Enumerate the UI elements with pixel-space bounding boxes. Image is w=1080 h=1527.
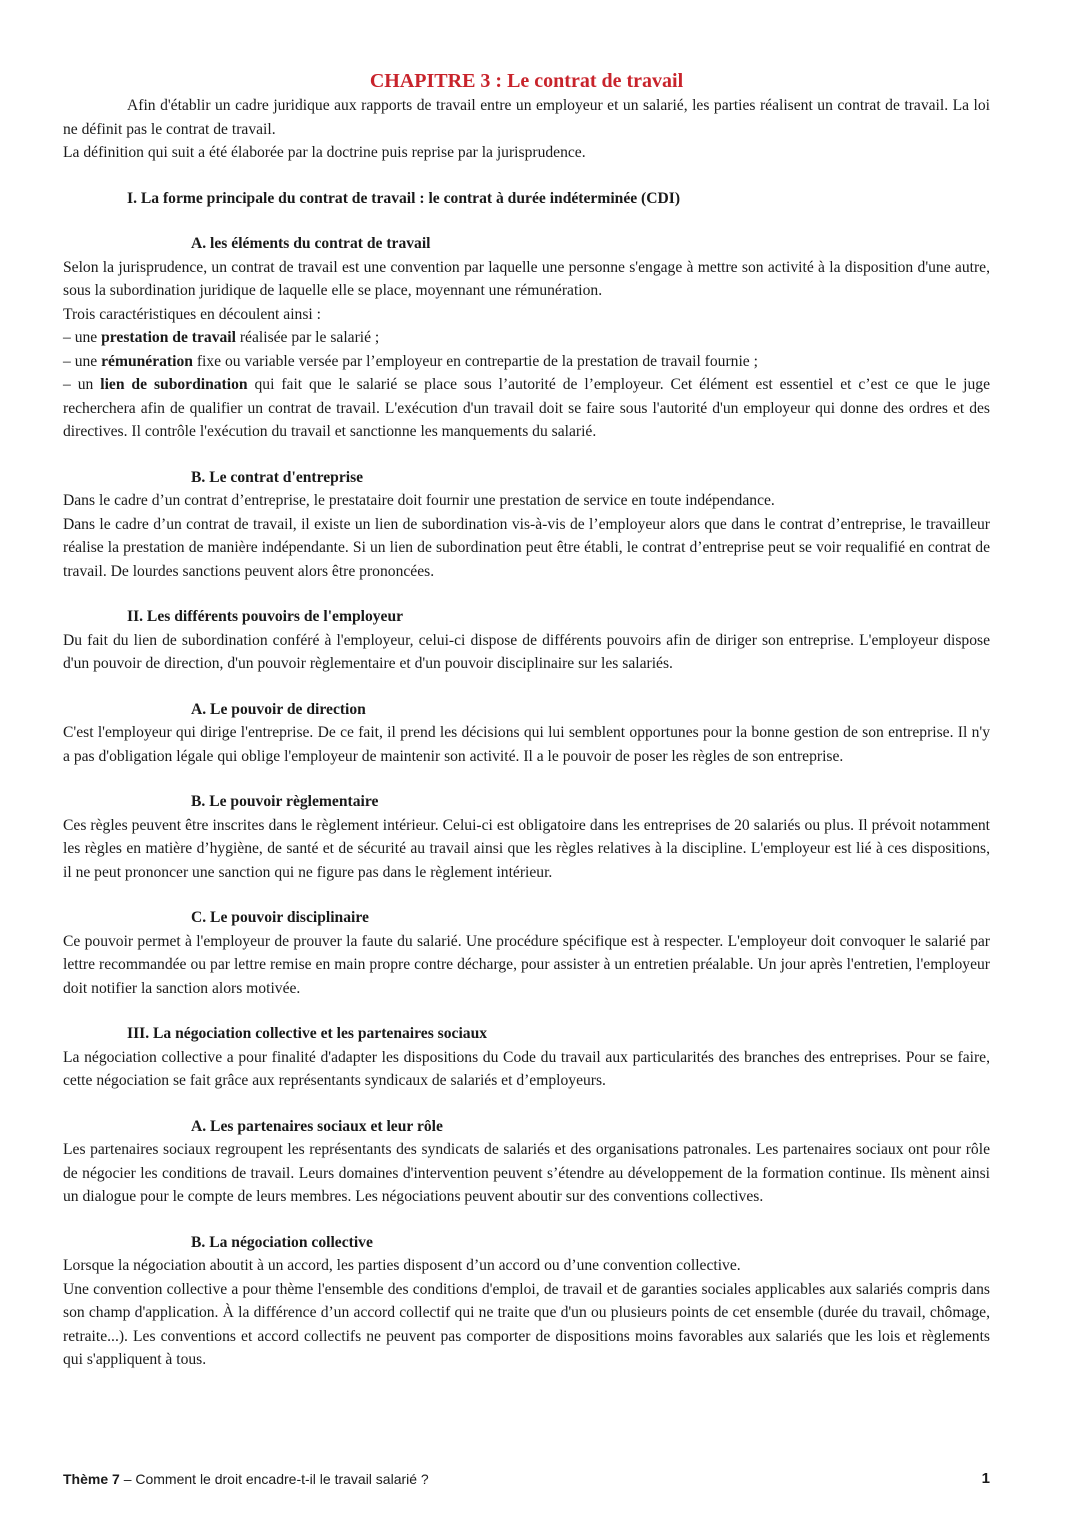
page-footer — [63, 1470, 990, 1488]
intro-paragraph-1: Afin d'établir un cadre juridique aux rapports de travail entre un employeur et un salarié, les parties réalisent un contrat de travail. La loi ne définit pas le contrat de travail. — [63, 97, 990, 138]
section-3b-paragraph-1: Lorsque la négociation aboutit à un accord, les parties disposent d’un accord ou d’une convention collective. — [63, 1257, 741, 1274]
section-1b-paragraph-1: Dans le cadre d’un contrat d’entreprise, le prestataire doit fournir une prestation de service en toute indépendance. — [63, 492, 775, 509]
section-2b-paragraph-1: Ces règles peuvent être inscrites dans le règlement intérieur. Celui-ci est obligatoire dans les entreprises de 20 salariés ou plus. Il prévoit notamment les règles en matière d’hygiène, de santé et de sécurité au travail ainsi que les règles relatives à la discipline. L'employeur est lié à ces dispositions, il ne peut prononcer une sanction qui ne figure pas dans le règlement intérieur. — [63, 816, 990, 881]
page-number: 1 — [981, 1470, 990, 1487]
section-3-heading: III. La négociation collective et les partenaires sociaux — [127, 1025, 488, 1042]
section-3a-heading: A. Les partenaires sociaux et leur rôle — [191, 1117, 443, 1135]
section-1a-paragraph-1: Selon la jurisprudence, un contrat de travail est une convention par laquelle une personne s'engage à mettre son activité à la disposition d'une autre, sous la subordination juridique de laquelle elle se place, moyennant une rémunération. — [63, 258, 990, 299]
section-2-heading: II. Les différents pouvoirs de l'employeur — [127, 608, 404, 625]
document-page — [63, 68, 990, 1372]
section-1a-heading: A. les éléments du contrat de travail — [191, 235, 431, 252]
section-2a-heading: A. Le pouvoir de direction — [191, 700, 366, 718]
section-2b-heading: B. Le pouvoir règlementaire — [191, 793, 379, 810]
section-1a-paragraph-2: Trois caractéristiques en découlent ainsi : — [63, 305, 321, 323]
section-3b-paragraph-2: Une convention collective a pour thème l'ensemble des conditions d'emploi, de travail et de garanties sociales applicables aux salariés compris dans son champ d'application. À la différence d’un accord collectif qui ne traite que d'un ou plusieurs points de cet ensemble (durée du travail, chômage, retraite...). Les conventions et accord collectifs ne peuvent pas comporter de dispositions moins favorables aux salariés que les lois et règlements qui s'appliquent à tous. — [63, 1280, 990, 1368]
section-2a-paragraph-1: C'est l'employeur qui dirige l'entreprise. De ce fait, il prend les décisions qui lui semblent opportunes pour la bonne gestion de son entreprise. Il n'y a pas d'obligation légale qui oblige l'employeur de maintenir son activité. Il a le pouvoir de poser les règles de son entreprise. — [63, 724, 990, 765]
section-3a-paragraph-1: Les partenaires sociaux regroupent les représentants des syndicats de salariés et des organisations patronales. Les partenaires sociaux ont pour rôle de négocier les conditions de travail. Leurs domaines d'intervention peuvent s’étendre au développement de la formation continue. Ils mènent ainsi un dialogue pour le compte de leurs membres. Les négociations peuvent aboutir sur des conventions collectives. — [63, 1141, 990, 1205]
bullet-item: – une prestation de travail réalisée par le salarié ; — [63, 329, 380, 346]
footer-theme-label: Thème 7 — [63, 1471, 120, 1487]
intro-paragraph-2: La définition qui suit a été élaborée par la doctrine puis reprise par la jurisprudence. — [63, 144, 586, 161]
section-1b-paragraph-2: Dans le cadre d’un contrat de travail, il existe un lien de subordination vis-à-vis de l’employeur alors que dans le contrat d’entreprise, le travailleur réalise la prestation de manière indépendante. Si un lien de subordination peut être établi, le contrat d’entreprise peut se voir requalifié en contrat de travail. De lourdes sanctions peuvent alors être prononcées. — [63, 515, 990, 580]
bullet-item: – une rémunération fixe ou variable versée par l’employeur en contrepartie de la prestation de travail fournie ; — [63, 352, 758, 370]
section-2-paragraph-1: Du fait du lien de subordination conféré à l'employeur, celui-ci dispose de différents pouvoirs afin de diriger son entreprise. L'employeur dispose d'un pouvoir de direction, d'un pouvoir règlementaire et d'un pouvoir disciplinaire sur les salariés. — [63, 631, 990, 672]
footer-theme — [63, 1470, 429, 1488]
footer-theme-text: – Comment le droit encadre-t-il le travail salarié ? — [119, 1471, 429, 1487]
section-2c-paragraph-1: Ce pouvoir permet à l'employeur de prouver la faute du salarié. Une procédure spécifique est à respecter. L'employeur doit convoquer le salarié par lettre recommandée ou par lettre remise en main propre contre décharge, pour assister à un entretien préalable. Un jour après l'entretien, l'employeur doit notifier la sanction alors motivée. — [63, 932, 990, 997]
section-3b-heading: B. La négociation collective — [191, 1233, 373, 1251]
bullet-item: – un lien de subordination qui fait que le salarié se place sous l’autorité de l’employeur. Cet élément est essentiel et c’est ce que le juge recherchera afin de qualifier un contrat de travail. L'exécution d'un travail doit se faire sous l'autorité d'un employeur qui donne des ordres et des directives. Il contrôle l'exécution du travail et sanctionne les manquements du salarié. — [63, 376, 991, 440]
section-3-paragraph-1: La négociation collective a pour finalité d'adapter les dispositions du Code du travail aux particularités des branches des entreprises. Pour se faire, cette négociation se fait grâce aux représentants syndicaux de salariés et d’employeurs. — [63, 1048, 990, 1089]
chapter-title: CHAPITRE 3 : Le contrat de travail — [369, 70, 684, 92]
section-2c-heading: C. Le pouvoir disciplinaire — [191, 909, 369, 926]
section-1-heading: I. La forme principale du contrat de travail : le contrat à durée indéterminée (CDI) — [127, 189, 681, 207]
section-1b-heading: B. Le contrat d'entreprise — [191, 468, 364, 486]
